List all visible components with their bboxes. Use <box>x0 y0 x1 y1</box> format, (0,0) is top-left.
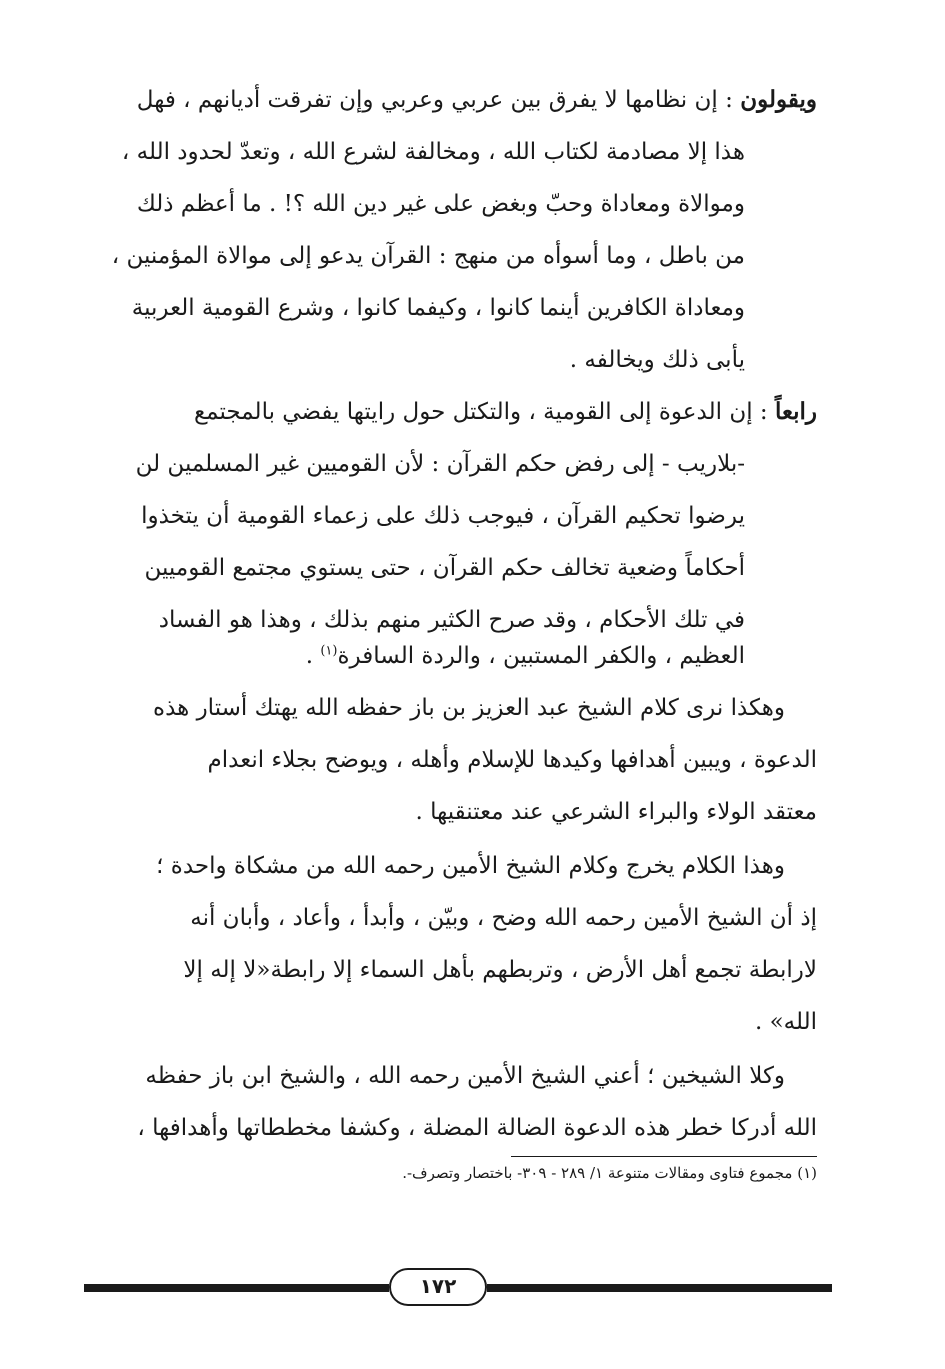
p2-line-3: يرضوا تحكيم القرآن ، فيوجب ذلك على زعماء القومية أن يتخذوا <box>141 503 745 529</box>
p4-line-2: إذ أن الشيخ الأمين رحمه الله وضح ، وبيّن ، وأبدأ ، وأعاد ، وأبان أنه <box>190 905 817 931</box>
footnote-separator <box>511 1156 817 1157</box>
footnote-ref[interactable]: (١) <box>320 643 338 659</box>
p3-line-2: الدعوة ، ويبين أهدافها وكيدها للإسلام وأهله ، ويوضح بجلاء انعدام <box>207 747 817 773</box>
footnote: (١) مجموع فتاوى ومقالات متنوعة ١/ ٢٨٩ - ٣٠٩- باختصار وتصرف-. <box>402 1164 817 1182</box>
p1-lead-word: ويقولون <box>740 86 817 113</box>
p5-line-1: وكلا الشيخين ؛ أعني الشيخ الأمين رحمه الله ، والشيخ ابن باز حفظه <box>145 1063 785 1089</box>
p1-line-3: وموالاة ومعاداة وحبّ وبغض على غير دين الله ؟! . ما أعظم ذلك <box>136 191 745 217</box>
p1-text: : إن نظامها لا يفرق بين عربي وعربي وإن تفرقت أديانهم ، فهل <box>136 87 733 113</box>
p1-line-2: هذا إلا مصادمة لكتاب الله ، ومخالفة لشرع الله ، وتعدّ لحدود الله ، <box>121 139 745 165</box>
p2-line-4: أحكاماً وضعية تخالف حكم القرآن ، حتى يستوي مجتمع القوميين <box>144 555 745 581</box>
p4-line-1: وهذا الكلام يخرج وكلام الشيخ الأمين رحمه الله من مشكاة واحدة ؛ <box>156 853 785 879</box>
p2-text: : إن الدعوة إلى القومية ، والتكتل حول رايتها يفضي بالمجتمع <box>193 399 768 425</box>
p2-line-6 <box>306 630 745 682</box>
p4-line-3: لارابطة تجمع أهل الأرض ، وتربطهم بأهل السماء إلا رابطة«لا إله إلا <box>183 957 817 983</box>
p1-line-4: من باطل ، وما أسوأه من منهج : القرآن يدعو إلى موالاة المؤمنين ، <box>111 243 745 269</box>
p2-lead-word: رابعاً <box>774 398 817 425</box>
p2-line-2: -بلاريب - إلى رفض حكم القرآن : لأن القوميين غير المسلمين لن <box>135 451 745 477</box>
page-bar-left <box>84 1284 389 1292</box>
page-number: ١٧٢ <box>389 1268 487 1306</box>
p2-line-6-text: العظيم ، والكفر المستبين ، والردة السافرة <box>337 643 745 669</box>
p1-line-1 <box>137 74 817 126</box>
p2-line-1 <box>194 386 817 438</box>
p3-line-1: وهكذا نرى كلام الشيخ عبد العزيز بن باز حفظه الله يهتك أستار هذه <box>153 695 785 721</box>
p5-line-2: الله أدركا خطر هذه الدعوة الضالة المضلة ، وكشفا مخططاتها وأهدافها ، <box>137 1115 817 1141</box>
p4-line-4: الله» . <box>754 1009 817 1035</box>
p1-line-6: يأبى ذلك ويخالفه . <box>569 347 745 373</box>
p3-line-3: معتقد الولاء والبراء الشرعي عند معتنقيها . <box>415 799 817 825</box>
page-bar-right <box>487 1284 832 1292</box>
p1-line-5: ومعاداة الكافرين أينما كانوا ، وكيفما كانوا ، وشرع القومية العربية <box>131 295 745 321</box>
p2-line-5: في تلك الأحكام ، وقد صرح الكثير منهم بذلك ، وهذا هو الفساد <box>158 607 745 633</box>
p2-line-6-end: . <box>305 643 321 669</box>
